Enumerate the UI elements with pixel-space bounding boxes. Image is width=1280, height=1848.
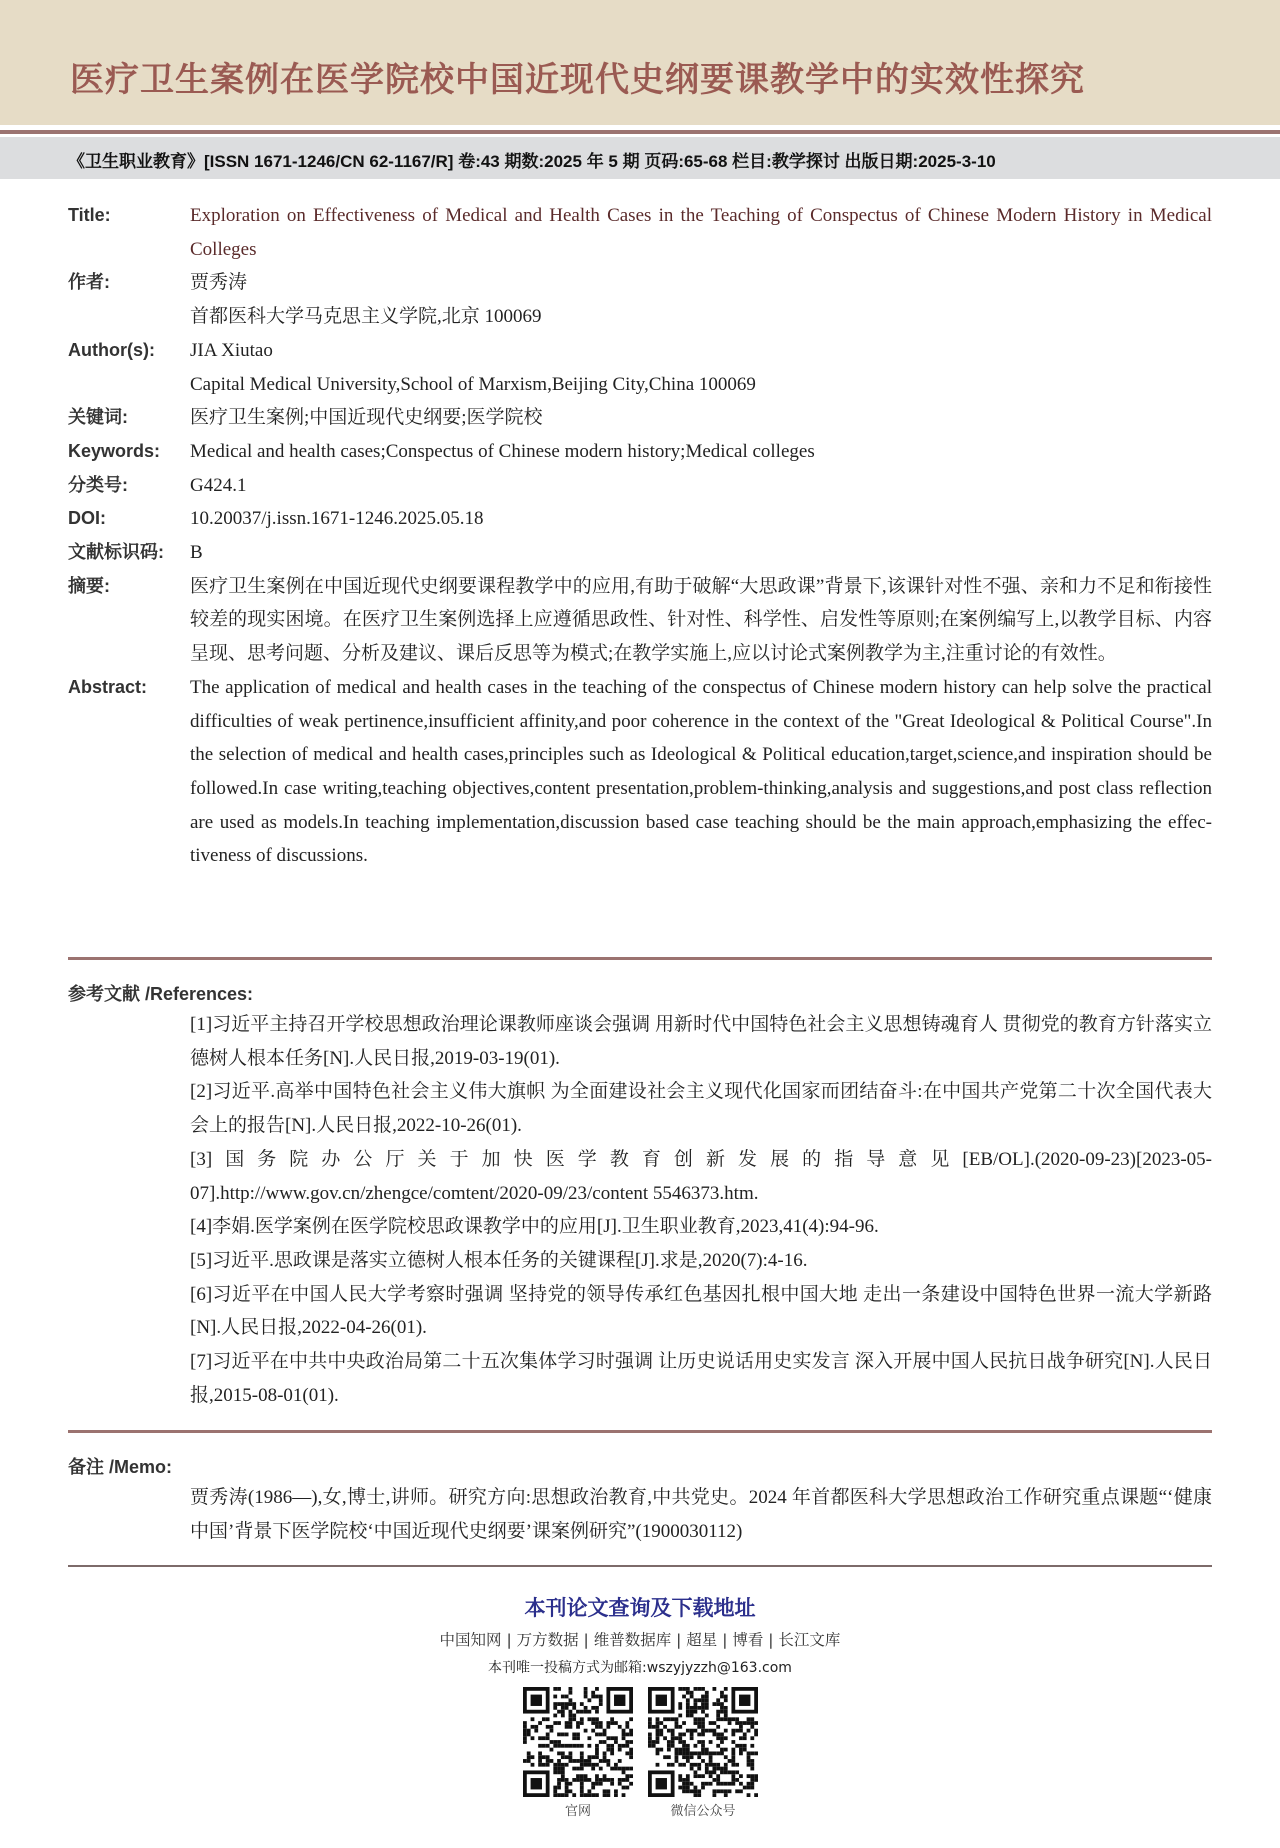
reference-item: [3]国务院办公厅关于加快医学教育创新发展的指导意见[EB/OL].(2020-09-23)[2023-05-07].http://www.gov.cn/zhengce/comtent/2020-09/23/content 5546373.htm.	[190, 1148, 1212, 1204]
metadata-row	[68, 570, 1212, 671]
reference-item: [4]李娟.医学案例在医学院校思政课教学中的应用[J].卫生职业教育,2023,41(4):94-96.	[190, 1216, 879, 1238]
metadata-row	[68, 300, 1212, 334]
metadata-row	[68, 469, 1212, 503]
metadata-label: 作者:	[68, 272, 110, 293]
divider	[68, 1430, 1212, 1433]
metadata-section	[68, 199, 1212, 873]
database-list: 中国知网 | 万方数据 | 维普数据库 | 超星 | 博看 | 长江文库	[439, 1631, 841, 1649]
metadata-value: Medical and health cases;Conspectus of Chinese modern history;Medical colleges	[190, 440, 815, 462]
metadata-label: Keywords:	[68, 440, 161, 461]
reference-item: [2]习近平.高举中国特色社会主义伟大旗帜 为全面建设社会主义现代化国家而团结奋斗:在中国共产党第二十次全国代表大会上的报告[N].人民日报,2022-10-26(01).	[190, 1081, 1212, 1137]
metadata-row	[68, 199, 1212, 266]
metadata-row	[68, 334, 1212, 368]
metadata-value: 10.20037/j.issn.1671-1246.2025.05.18	[190, 508, 484, 530]
references-heading: 参考文献 /References:	[68, 984, 254, 1004]
metadata-value: JIA Xiutao	[190, 339, 273, 361]
metadata-value: 贾秀涛	[190, 272, 248, 294]
reference-item: [1]习近平主持召开学校思想政治理论课教师座谈会强调 用新时代中国特色社会主义思想铸魂育人 贯彻党的教育方针落实立德树人根本任务[N].人民日报,2019-03-19(01).	[190, 1014, 1212, 1069]
metadata-label: 分类号:	[68, 474, 128, 495]
citation-bar	[0, 137, 1280, 179]
divider	[68, 957, 1212, 960]
metadata-row	[68, 536, 1212, 570]
reference-item: [5]习近平.思政课是落实立德树人根本任务的关键课程[J].求是,2020(7):4-16.	[190, 1249, 808, 1271]
website-qr-caption: 官网	[564, 1803, 591, 1818]
metadata-value: 医疗卫生案例;中国近现代史纲要;医学院校	[190, 407, 543, 429]
metadata-row	[68, 368, 1212, 402]
metadata-row	[68, 502, 1212, 536]
divider	[0, 130, 1280, 134]
reference-item: [7]习近平在中共中央政治局第二十五次集体学习时强调 让历史说话用史实发言 深入开展中国人民抗日战争研究[N].人民日报,2015-08-01(01).	[190, 1351, 1212, 1406]
wechat-qr-caption: 微信公众号	[670, 1803, 736, 1818]
metadata-row	[68, 266, 1212, 300]
citation-text: 《卫生职业教育》[ISSN 1671-1246/CN 62-1167/R] 卷:43 期数:2025 年 5 期 页码:65-68 栏目:教学探讨 出版日期:2025-3-10	[68, 152, 996, 171]
metadata-label	[68, 300, 190, 334]
wechat-qr-code-icon	[648, 1687, 758, 1797]
metadata-row	[68, 401, 1212, 435]
metadata-row	[68, 435, 1212, 469]
metadata-label: Abstract:	[68, 676, 148, 697]
memo-heading: 备注 /Memo:	[68, 1457, 173, 1477]
metadata-label: Title:	[68, 205, 111, 225]
metadata-value: B	[190, 542, 203, 564]
header-banner	[0, 0, 1280, 125]
metadata-value: The application of medical and health cases in the teaching of the conspectus of Chinese modern history can help solve the practical difficulties of weak pertinence,insufficient affinity,and poor coherence in the context of the "Great Ideological & Political Course".In the selection of medical and health cases,principles such as Ideological & Political education,target,science,and inspiration should be followed.In case writing,teaching objectives,content presentation,problem-thinking,analysis and suggestions,and post class reflection are used as models.In teaching implementation,discussion based case teaching should be the main approach,emphasizing the effec-tiveness of discussions.	[190, 676, 1212, 867]
divider	[68, 1565, 1212, 1567]
metadata-value: 医疗卫生案例在中国近现代史纲要课程教学中的应用,有助于破解“大思政课”背景下,该课针对性不强、亲和力不足和衔接性较差的现实困境。在医疗卫生案例选择上应遵循思政性、针对性、科学性、启发性等原则;在案例编写上,以教学目标、内容呈现、思考问题、分析及建议、课后反思等为模式;在教学实施上,应以讨论式案例教学为主,注重讨论的有效性。	[190, 575, 1212, 665]
article-title: 医疗卫生案例在医学院校中国近现代史纲要课教学中的实效性探究	[70, 60, 1085, 100]
submission-email: 本刊唯一投稿方式为邮箱:wszyjyzzh@163.com	[488, 1660, 792, 1676]
memo-section	[190, 1481, 1212, 1548]
reference-item: [6]习近平在中国人民大学考察时强调 坚持党的领导传承红色基因扎根中国大地 走出一条建设中国特色世界一流大学新路[N].人民日报,2022-04-26(01).	[190, 1283, 1212, 1339]
metadata-label: 摘要:	[68, 575, 110, 596]
metadata-label: 文献标识码:	[68, 542, 164, 563]
metadata-value: 首都医科大学马克思主义学院,北京 100069	[190, 306, 542, 328]
metadata-label: Author(s):	[68, 339, 155, 360]
metadata-value: G424.1	[190, 474, 247, 496]
metadata-value: Exploration on Effectiveness of Medical and Health Cases in the Teaching of Conspectus of Chinese Modern History in Medical Colleges	[190, 205, 1212, 260]
metadata-label	[68, 368, 190, 402]
download-title: 本刊论文查询及下载地址	[524, 1596, 756, 1620]
references-list	[190, 1008, 1212, 1412]
memo-text: 贾秀涛(1986—),女,博士,讲师。研究方向:思想政治教育,中共党史。2024 年首都医科大学思想政治工作研究重点课题“‘健康中国’背景下医学院校‘中国近现代史纲要’课案例研究”(1900030112)	[190, 1487, 1212, 1542]
metadata-row	[68, 671, 1212, 873]
metadata-label: DOI:	[68, 508, 106, 529]
metadata-label: 关键词:	[68, 407, 128, 428]
website-qr-code-icon	[523, 1687, 633, 1797]
metadata-value: Capital Medical University,School of Marxism,Beijing City,China 100069	[190, 373, 756, 395]
